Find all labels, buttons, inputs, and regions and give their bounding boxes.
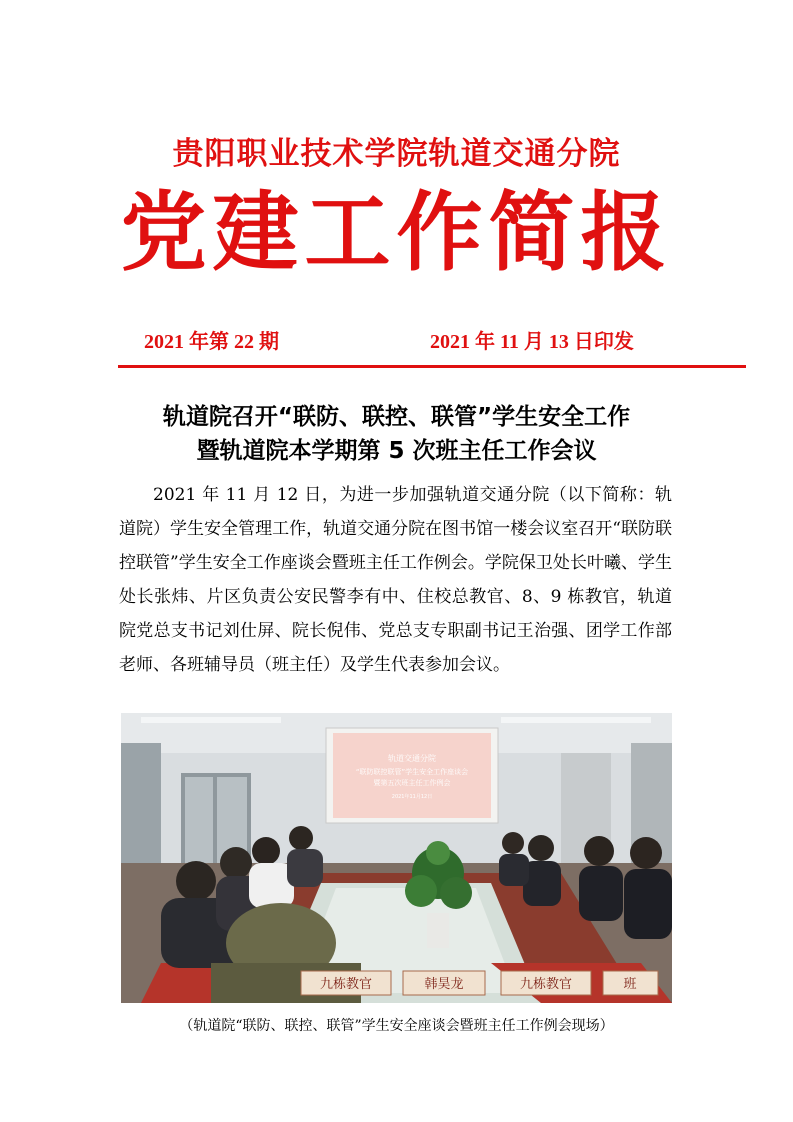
screen-text-3: 暨第五次班主任工作例会	[373, 779, 451, 787]
nameplate-1: 九栋教官	[319, 977, 373, 992]
article-headline	[100, 400, 693, 468]
header-divider	[118, 365, 746, 368]
nameplate-2: 韩昊龙	[424, 977, 464, 992]
nameplate-3: 九栋教官	[519, 977, 573, 992]
screen-text-2: “联防联控联管”学生安全工作座谈会	[355, 768, 469, 776]
nameplate-4: 班	[623, 977, 637, 992]
headline-line-1: 轨道院召开“联防、联控、联管”学生安全工作	[162, 404, 631, 430]
masthead-title: 党建工作简报	[120, 183, 673, 283]
screen-text-1: 轨道交通分院	[388, 754, 436, 763]
meeting-photo	[121, 713, 672, 1003]
screen-date: 2021年11月12日	[391, 794, 433, 800]
issue-date: 2021 年 11 月 13 日印发	[430, 331, 634, 353]
issue-number: 2021 年第 22 期	[144, 331, 279, 353]
article-body: 2021 年 11 月 12 日，为进一步加强轨道交通分院（以下简称：轨道院）学生安全管理工作，轨道交通分院在图书馆一楼会议室召开“联防联控联管”学生安全工作座谈会暨班主任工作例会。学院保卫处长叶曦、学生处长张炜、片区负责公安民警李有中、住校总教官、8、9 栋教官，轨道院党总支书记刘仕屏、院长倪伟、党总支专职副书记王治强、团学工作部老师、各班辅导员（班主任）及学生代表参加会议。	[119, 485, 672, 675]
headline-line-2: 暨轨道院本学期第 5 次班主任工作会议	[196, 438, 597, 464]
org-name: 贵阳职业技术学院轨道交通分院	[172, 136, 621, 172]
photo-caption: （轨道院“联防、联控、联管”学生安全座谈会暨班主任工作例会现场）	[179, 1018, 614, 1034]
